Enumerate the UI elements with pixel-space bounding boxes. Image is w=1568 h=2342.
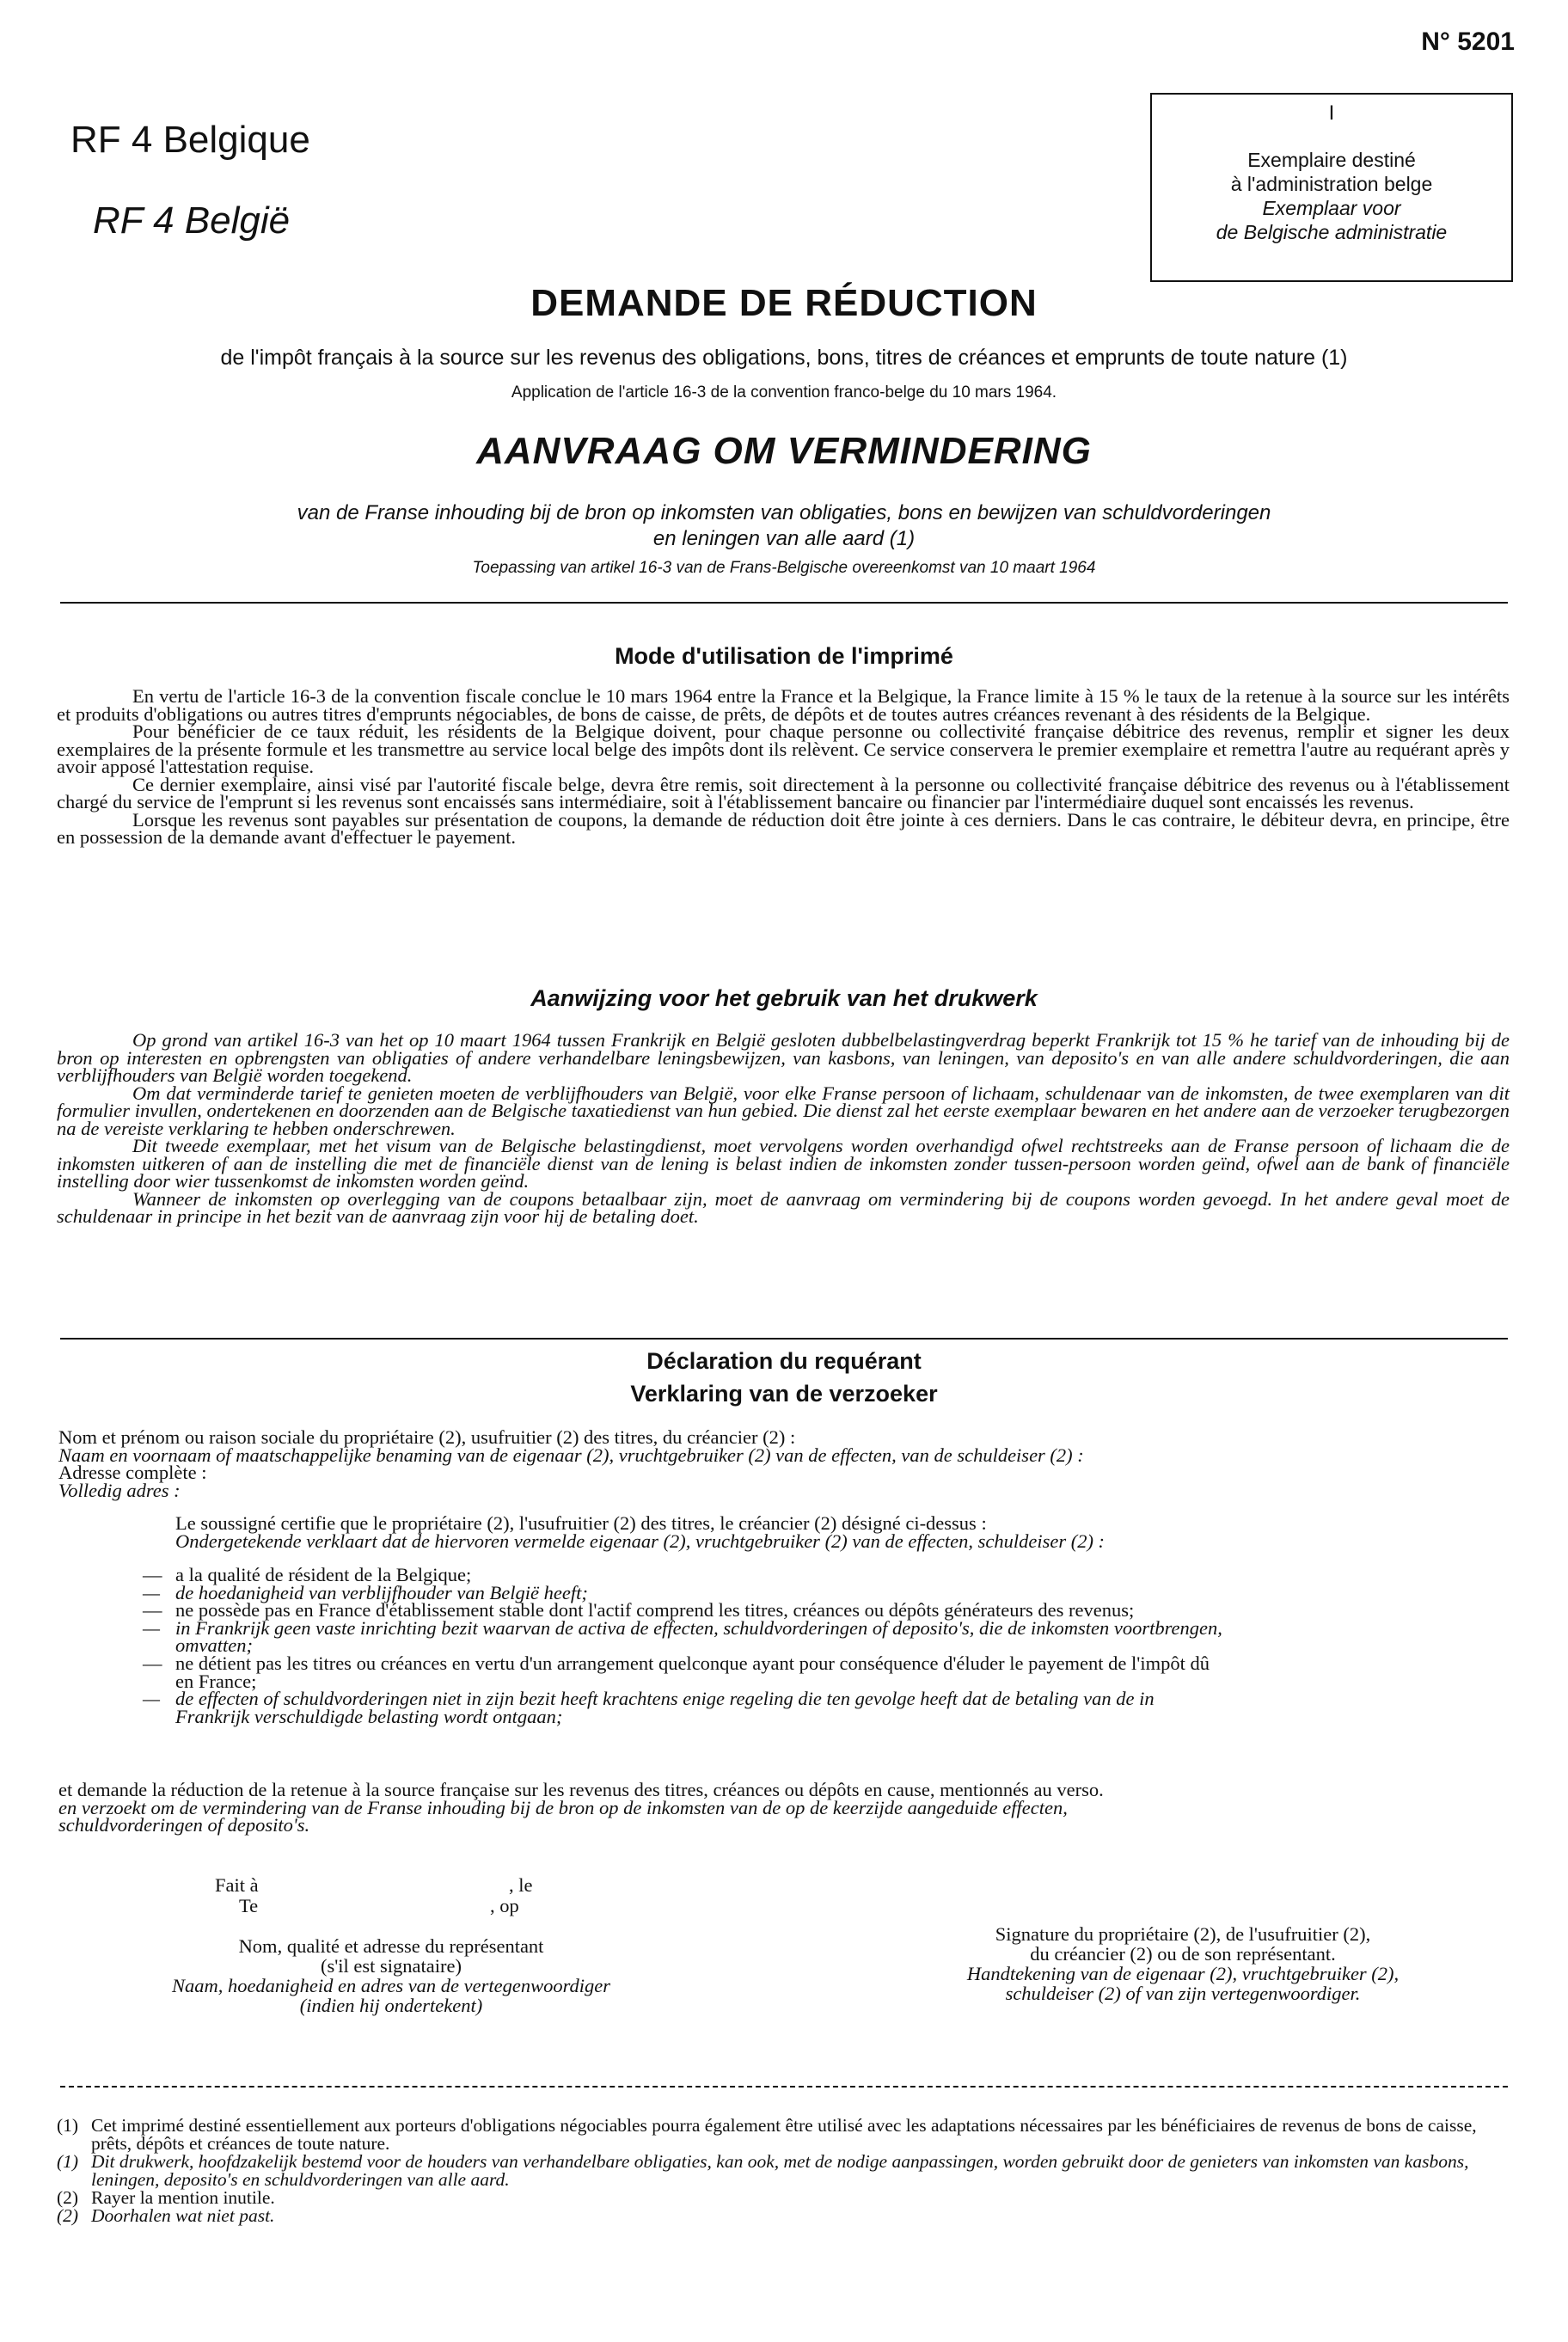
subtitle-french: de l'impôt français à la source sur les revenus des obligations, bons, titres de créances et emprunts de toute nature (1) [220,346,1348,370]
signature-block [873,1924,1492,2003]
representative-label-french: Nom, qualité et adresse du représentant [238,1935,544,1957]
representative-label-dutch: Naam, hoedanigheid en adres van de vertegenwoordiger [171,1975,611,1996]
applicant-fields [58,1426,1511,1501]
form-number: N° 5201 [1421,28,1515,56]
divider [60,2086,1508,2088]
application-note-dutch: Toepassing van artikel 16-3 van de Frans-Belgische overeenkomst van 10 maart 1964 [472,559,1096,577]
signature-label-dutch-line2: schuldeiser (2) of van zijn vertegenwoordiger. [1005,1983,1361,2004]
subtitle-dutch-line2: en leningen van alle aard (1) [652,527,916,550]
condition-text: in Frankrijk geen vaste inrichting bezit waarvan de activa de effecten, schuldvorderingen of deposito's, die de inkomsten voortbrengen, [175,1616,1222,1639]
usage-instructions-title-dutch: Aanwijzing voor het gebruik van het drukwerk [530,985,1038,1011]
condition-item: — ne détient pas les titres ou créances en vertu d'un arrangement quelconque ayant pour conséquence d'éluder le payement de l'impôt dû en France; [144,1655,1511,1690]
footnote-mark: (2) [57,2205,79,2226]
usage-instructions-dutch [57,1029,1510,1227]
paragraph: Pour bénéficier de ce taux réduit, les résidents de la Belgique doivent, pour chaque personne ou collectivité française débitrice des revenus, remplir et signer les deux exemplaires de la présente formule et les transmettre au service local belge des impôts dont ils relèvent. Ce service conservera le premier exemplaire et remettra l'autre au requérant après y avoir apposé l'attestation requise. [57,720,1510,777]
condition-text: ne possède pas en France d'établissement stable dont l'actif comprend les titres, créances ou dépôts générateurs des revenus; [175,1599,1135,1622]
reduction-request [58,1781,1511,1835]
paragraph: Wanneer de inkomsten op overlegging van de coupons betaalbaar zijn, moet de aanvraag om vermindering bij de coupons worden gevoegd. In het andere geval moet de schuldenaar in principe in het bezit van de aanvraag zijn voor hij de betaling doet. [57,1187,1510,1227]
certification-dutch: Ondergetekende verklaart dat de hiervoren vermelde eigenaar (2), vruchtgebruiker (2) van de effecten, schuldeiser (2) : [175,1530,1106,1552]
usage-instructions-title-french: Mode d'utilisation de l'imprimé [615,643,953,669]
copy-destination-fr-line1: Exemplaire destiné [1247,149,1416,171]
title-french: DEMANDE DE RÉDUCTION [530,282,1038,324]
condition-text: de effecten of schuldvorderingen niet in zijn bezit heeft krachtens enige regeling die ten gevolge heeft dat de betaling van de in [175,1688,1155,1710]
divider [60,1338,1508,1340]
representative-note-french: (s'il est signataire) [320,1955,462,1977]
condition-item: — de effecten of schuldvorderingen niet in zijn bezit heeft krachtens enige regeling die ten gevolge heeft dat de betaling van de in Frankrijk verschuldigde belasting wordt ontgaan; [144,1690,1511,1726]
name-field-label-french: Nom et prénom ou raison sociale du propriétaire (2), usufruitier (2) des titres, du créancier (2) : [58,1426,796,1448]
form-code-dutch: RF 4 België [93,199,291,242]
application-note-french: Application de l'article 16-3 de la convention franco-belge du 10 mars 1964. [511,383,1057,402]
certification-statement [175,1512,1511,1552]
signature-label-french-line1: Signature du propriétaire (2), de l'usufruitier (2), [995,1923,1371,1945]
subtitle-dutch [189,500,1379,552]
usage-instructions-french [57,685,1510,848]
paragraph: Ce dernier exemplaire, ainsi visé par l'autorité fiscale belge, devra être remis, soit directement à la personne ou collectivité française débitrice des revenus ou à l'établissement chargé du service de l'emprunt si les revenus sont encaissés sans intermédiaire, soit à l'établissement bancaire ou financier par l'intermédiaire duquel sont encaissés les revenus. [57,773,1510,812]
condition-text-continued: Frankrijk verschuldigde belasting wordt ontgaan; [175,1705,563,1727]
footnote [57,2207,1510,2225]
copy-destination-box [1150,93,1513,282]
footnote-text: Dit drukwerk, hoofdzakelijk bestemd voor de houders van verhandelbare obligaties, kan ook, met de nodige aanpassingen, worden gebruikt door de genieters van inkomsten van kasbons, leningen, deposito's en schuldvorderingen van alle aard. [91,2151,1469,2190]
paragraph: Dit tweede exemplaar, met het visum van de Belgische belastingdienst, moet vervolgens worden overhandigd ofwel rechtstreeks aan de Franse persoon of lichaam die de inkomsten uitkeren of aan de instelling die met de financiële dienst van de lening is belast indien de inkomsten zonder tussen-persoon worden geïnd, ofwel aan de bank of financiële instelling door wier tussenkomst de inkomsten worden geïnd. [57,1135,1510,1192]
name-field-label-dutch: Naam en voornaam of maatschappelijke benaming van de eigenaar (2), vruchtgebruiker (2) van de effecten, van de schuldeiser (2) : [58,1444,1084,1466]
footnote-text: Cet imprimé destiné essentiellement aux porteurs d'obligations négociables pourra également être utilisé avec les adaptations nécessaires par les bénéficiaires de revenus de bons de caisse, prêts, dépôts et créances de toute nature. [91,2115,1477,2154]
condition-item: — ne possède pas en France d'établissement stable dont l'actif comprend les titres, créances ou dépôts générateurs des revenus; [143,1599,1135,1622]
paragraph: En vertu de l'article 16-3 de la convention fiscale conclue le 10 mars 1964 entre la France et la Belgique, la France limite à 15 % le taux de la retenue à la source sur les intérêts et produits d'obligations ou autres titres d'emprunts négociables, de bons de caisse, de prêts, de dépôts et de toutes autres créances revenant à des résidents de la Belgique. [57,685,1510,725]
request-dutch-line1: en verzoekt om de vermindering van de Franse inhouding bij de bron op de inkomsten van de op de keerzijde aangeduide effecten, [58,1796,1068,1818]
footnotes [57,2117,1510,2225]
footnote-text: Rayer la mention inutile. [91,2187,275,2208]
condition-text: ne détient pas les titres ou créances en vertu d'un arrangement quelconque ayant pour conséquence d'éluder le payement de l'impôt dû [175,1652,1210,1674]
paragraph: Op grond van artikel 16-3 van het op 10 maart 1964 tussen Frankrijk en België gesloten dubbelbelastingverdrag beperkt Frankrijk tot 15 % he tarief van de inhouding bij de bron op interesten en opbrengsten van obligaties of andere verhandelbare leningsbewijzen, van kasbons, van leningen, van deposito's en van alle andere schuldvorderingen, die aan verblijfhouders van België worden toegekend. [57,1029,1510,1086]
certification-french: Le soussigné certifie que le propriétaire (2), l'usufruitier (2) des titres, le créancier (2) désigné ci-dessus : [175,1512,987,1534]
footnote [57,2117,1510,2153]
representative-note-dutch: (indien hij ondertekent) [299,1995,483,2016]
representative-block [77,1936,705,2015]
divider [60,602,1508,604]
footnote-mark: (2) [57,2187,79,2208]
signature-label-dutch-line1: Handtekening van de eigenaar (2), vruchtgebruiker (2), [966,1963,1400,1984]
form-code-french: RF 4 Belgique [70,119,310,161]
address-field-label-french: Adresse complète : [58,1462,207,1484]
condition-item: — a la qualité de résident de la Belgique; [143,1564,472,1585]
footnote [57,2153,1510,2189]
subtitle-dutch-line1: van de Franse inhouding bij de bron op inkomsten van obligaties, bons en bewijzen van schuldvorderingen [297,501,1271,524]
request-french: et demande la réduction de la retenue à la source française sur les revenus des titres, créances ou dépôts en cause, mentionnés au verso. [58,1779,1104,1800]
place-label-dutch: Te [239,1895,259,1916]
paragraph: Lorsque les revenus sont payables sur présentation de coupons, la demande de réduction doit être jointe à ces derniers. Dans le cas contraire, le débiteur devra, en principe, être en possession de la demande avant d'effectuer le payement. [57,808,1510,848]
signature-label-french-line2: du créancier (2) ou de son représentant. [1030,1943,1336,1965]
address-field-label-dutch: Volledig adres : [58,1479,181,1501]
declaration-title-dutch: Verklaring van de verzoeker [630,1381,938,1407]
place-label-french: Fait à [215,1874,259,1896]
footnote-mark: (1) [57,2115,79,2136]
date-label-french: , le [509,1874,533,1896]
declaration-conditions [144,1566,1511,1726]
copy-destination-nl-line2: de Belgische administratie [1216,221,1448,243]
footnote-mark: (1) [57,2151,79,2172]
condition-text: a la qualité de résident de la Belgique; [175,1564,472,1585]
copy-destination-fr-line2: à l'administration belge [1230,173,1433,195]
paragraph: Om dat verminderde tarief te genieten moeten de verblijfhouders van België, voor elke Franse persoon of lichaam, schuldenaar van de inkomsten, de twee exemplaren van dit formulier invullen, ondertekenen en doorzenden aan de Belgische taxatiedienst van hun gebied. Die dienst zal het eerste exemplaar bewaren en het andere aan de verzoeker terugbezorgen na de vereiste verklaring te hebben onderschrewen. [57,1082,1510,1139]
condition-text-continued: omvatten; [175,1634,253,1657]
declaration-title [0,1345,1568,1410]
copy-number: I [1328,101,1335,125]
request-dutch-line2: schuldvorderingen of deposito's. [58,1814,310,1836]
declaration-title-french: Déclaration du requérant [646,1348,922,1374]
condition-text-continued: en France; [175,1670,257,1692]
title-dutch: AANVRAAG OM VERMINDERING [476,430,1092,472]
footnote-text: Doorhalen wat niet past. [91,2205,275,2226]
footnote [57,2189,1510,2207]
date-label-dutch: , op [490,1895,519,1916]
condition-text: de hoedanigheid van verblijfhouder van België heeft; [175,1581,588,1603]
condition-item: — in Frankrijk geen vaste inrichting bezit waarvan de activa de effecten, schuldvorderingen of deposito's, die de inkomsten voortbrengen, omvatten; [144,1620,1511,1655]
condition-item: — de hoedanigheid van verblijfhouder van België heeft; [143,1581,588,1603]
copy-destination-nl-line1: Exemplaar voor [1262,197,1401,219]
